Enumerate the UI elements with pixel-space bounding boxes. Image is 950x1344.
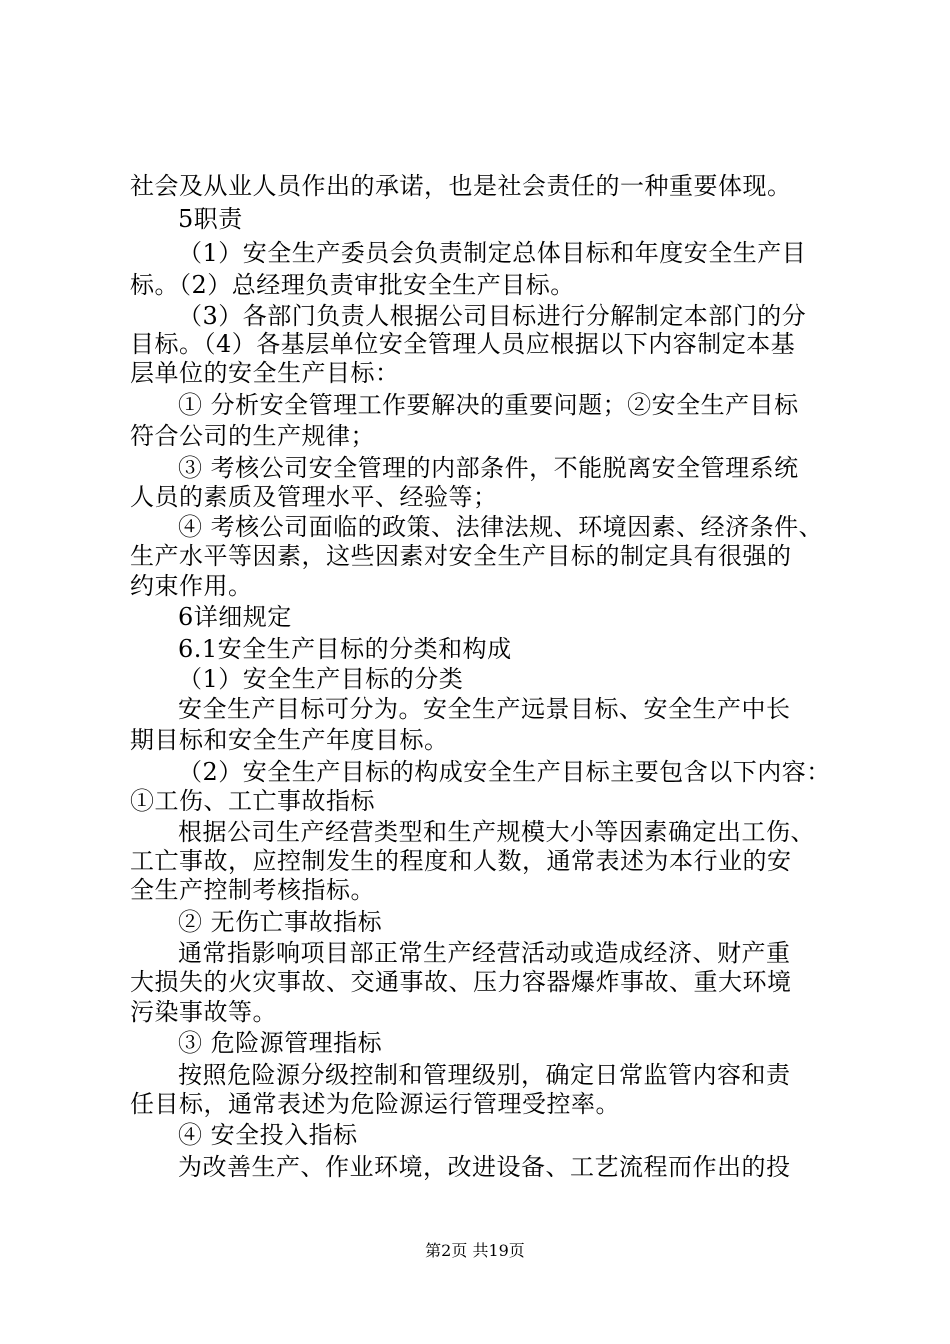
text-line-10: ③ 考核公司安全管理的内部条件，不能脱离安全管理系统 <box>178 454 799 482</box>
text-line-23: 工亡事故，应控制发生的程度和人数，通常表述为本行业的安 <box>130 847 792 875</box>
text-line-13: 生产水平等因素，这些因素对安全生产目标的制定具有很强的 <box>130 542 792 570</box>
text-line-24: 全生产控制考核指标。 <box>130 876 375 904</box>
text-line-18: 安全生产目标可分为。安全生产远景目标、安全生产中长 <box>178 695 791 723</box>
text-line-22: 根据公司生产经营类型和生产规模大小等因素确定出工伤、 <box>178 818 815 846</box>
text-line-33: 为改善生产、作业环境，改进设备、工艺流程而作出的投 <box>178 1153 791 1181</box>
text-line-9: 符合公司的生产规律； <box>130 422 375 450</box>
text-line-1: 社会及从业人员作出的承诺，也是社会责任的一种重要体现。 <box>130 172 792 200</box>
text-line-12: ④ 考核公司面临的政策、法律法规、环境因素、经济条件、 <box>178 513 824 541</box>
text-line-30: 按照危险源分级控制和管理级别，确定日常监管内容和责 <box>178 1061 791 1089</box>
text-line-29: ③ 危险源管理指标 <box>178 1029 383 1057</box>
text-line-21: ①工伤、工亡事故指标 <box>130 787 375 815</box>
text-line-27: 大损失的火灾事故、交通事故、压力容器爆炸事故、重大环境 <box>130 968 792 996</box>
text-line-5: （3）各部门负责人根据公司目标进行分解制定本部门的分 <box>178 302 807 330</box>
text-line-3: （1）安全生产委员会负责制定总体目标和年度安全生产目 <box>178 239 807 267</box>
text-line-11: 人员的素质及管理水平、经验等； <box>130 483 498 511</box>
text-line-2: 5职责 <box>178 205 243 233</box>
text-line-32: ④ 安全投入指标 <box>178 1121 358 1149</box>
text-line-17: （1）安全生产目标的分类 <box>178 665 464 693</box>
text-line-15: 6详细规定 <box>178 603 292 631</box>
text-line-7: 层单位的安全生产目标： <box>130 359 400 387</box>
text-line-4: 标。（2）总经理负责审批安全生产目标。 <box>130 271 575 299</box>
text-line-19: 期目标和安全生产年度目标。 <box>130 726 449 754</box>
text-line-6: 目标。（4）各基层单位安全管理人员应根据以下内容制定本基 <box>130 330 796 358</box>
text-line-31: 任目标，通常表述为危险源运行管理受控率。 <box>130 1090 620 1118</box>
text-line-26: 通常指影响项目部正常生产经营活动或造成经济、财产重 <box>178 939 791 967</box>
text-line-25: ② 无伤亡事故指标 <box>178 908 383 936</box>
text-line-14: 约束作用。 <box>130 572 253 600</box>
text-line-28: 污染事故等。 <box>130 998 277 1026</box>
text-line-8: ① 分析安全管理工作要解决的重要问题；②安全生产目标 <box>178 391 799 419</box>
text-line-16: 6.1安全生产目标的分类和构成 <box>178 635 512 663</box>
page-number-footer: 第2页 共19页 <box>425 1241 525 1260</box>
text-line-20: （2）安全生产目标的构成安全生产目标主要包含以下内容： <box>178 758 831 786</box>
